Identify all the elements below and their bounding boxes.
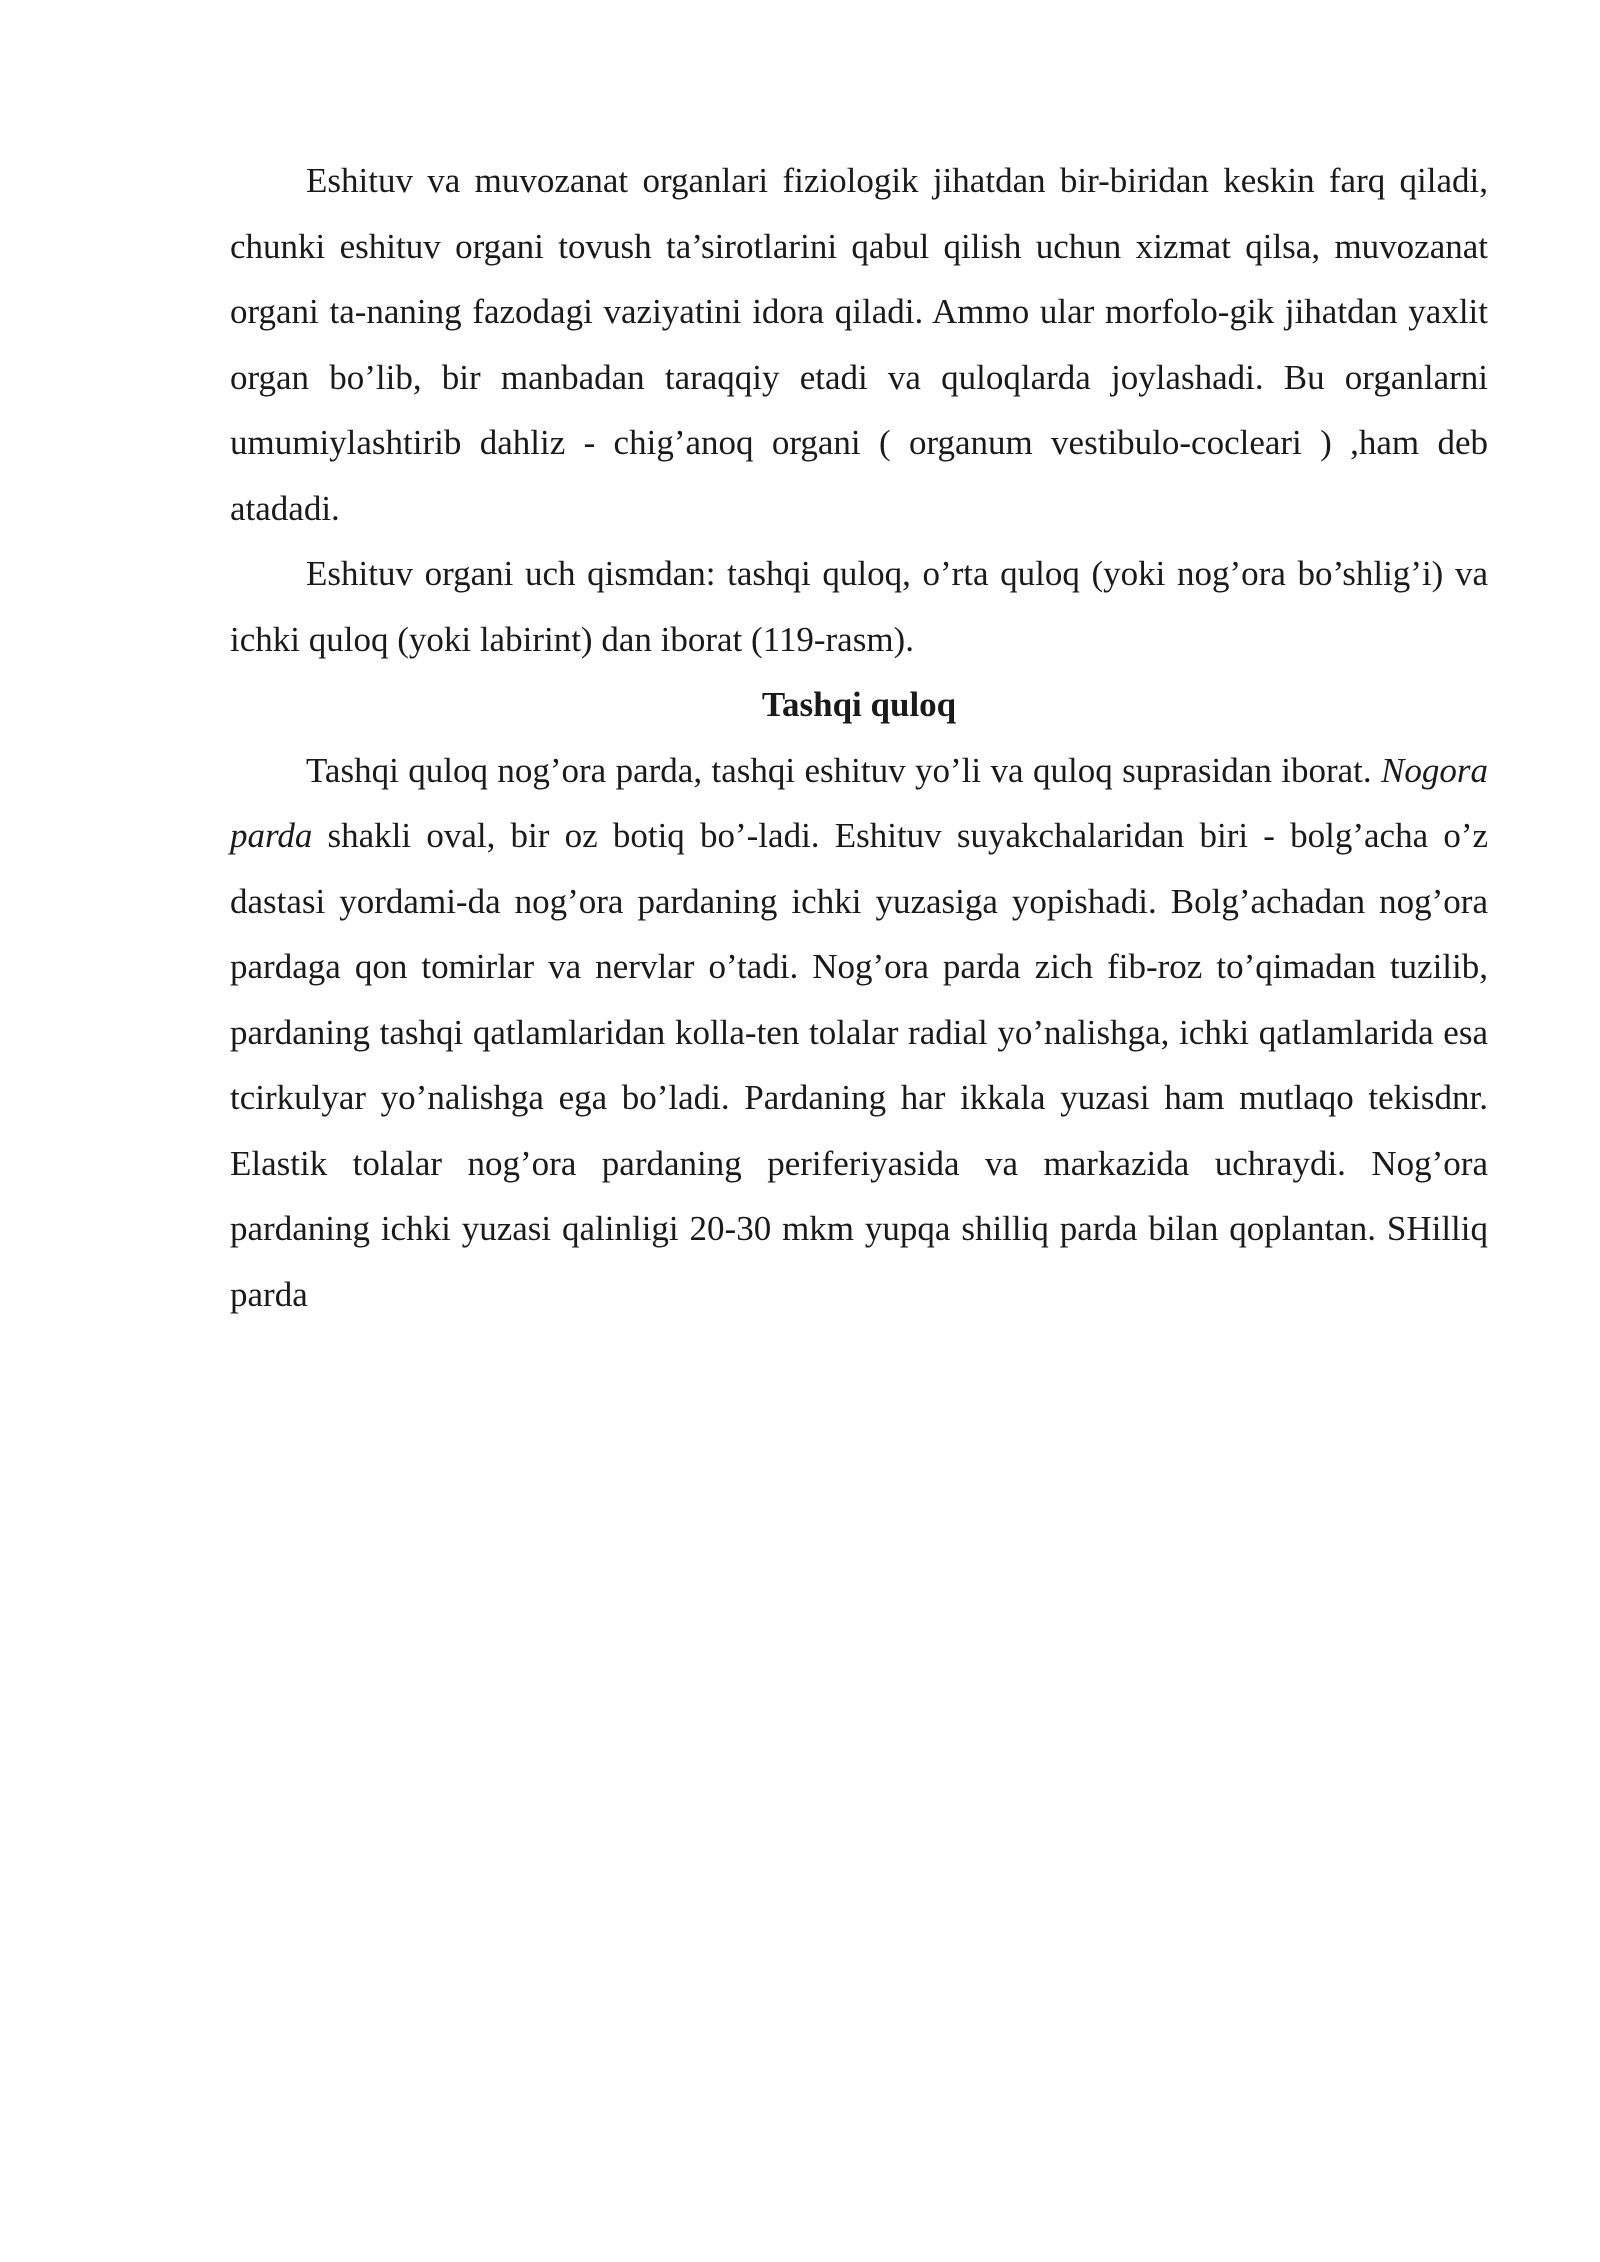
section-heading: Tashqi quloq [761, 685, 957, 724]
paragraph-outer-ear-intro: Tashqi quloq nog’ora parda, tashqi eshituv yo’li va quloq suprasidan iborat. [306, 750, 1372, 790]
paragraph-ear-parts: Eshituv organi uch qismdan: tashqi quloq, o’rta quloq (yoki nog’ora bo’shlig’i) va ichki quloq (yoki labirint) dan iborat (119-rasm). [230, 554, 1488, 659]
document-body [230, 148, 1488, 1327]
italic-term: Nogora parda [230, 750, 1489, 855]
paragraph-outer-ear [230, 738, 1488, 1328]
paragraph-outer-ear-rest: shakli oval, bir oz botiq bo’-ladi. Eshituv suyakchalaridan biri - bolg’acha o’z dastasi yordami-da nog’ora pardaning ichki yuzasiga yopishadi. Bolg’achadan nog’ora pardaga qon tomirlar va nervlar o’tadi. Nog’ora parda zich fib-roz to’qimadan tuzilib, pardaning tashqi qatlamlaridan kolla-ten tolalar radial yo’nalishga, ichki qatlamlarida esa tcirkulyar yo’nalishga ega bo’ladi. Pardaning har ikkala yuzasi ham mutlaqo tekisdnr. Elastik tolalar nog’ora pardaning periferiyasida va markazida uchraydi. Nog’ora pardaning ichki yuzasi qalinligi 20-30 mkm yupqa shilliq parda bilan qoplantan. SHilliq parda [230, 816, 1489, 1314]
paragraph-ear-balance-organs: Eshituv va muvozanat organlari fiziologik jihatdan bir-biridan keskin farq qiladi, chunki eshituv organi tovush ta’sirotlarini qabul qilish uchun xizmat qilsa, muvozanat organi ta-naning fazodagi vaziyatini idora qiladi. Ammo ular morfolo-gik jihatdan yaxlit organ bo’lib, bir manbadan taraqqiy etadi va quloqlarda joylashadi. Bu organlarni umumiylashtirib dahliz - chig’anoq organi ( organum vestibulo-cocleari ) ,ham deb atadadi. [230, 161, 1488, 528]
